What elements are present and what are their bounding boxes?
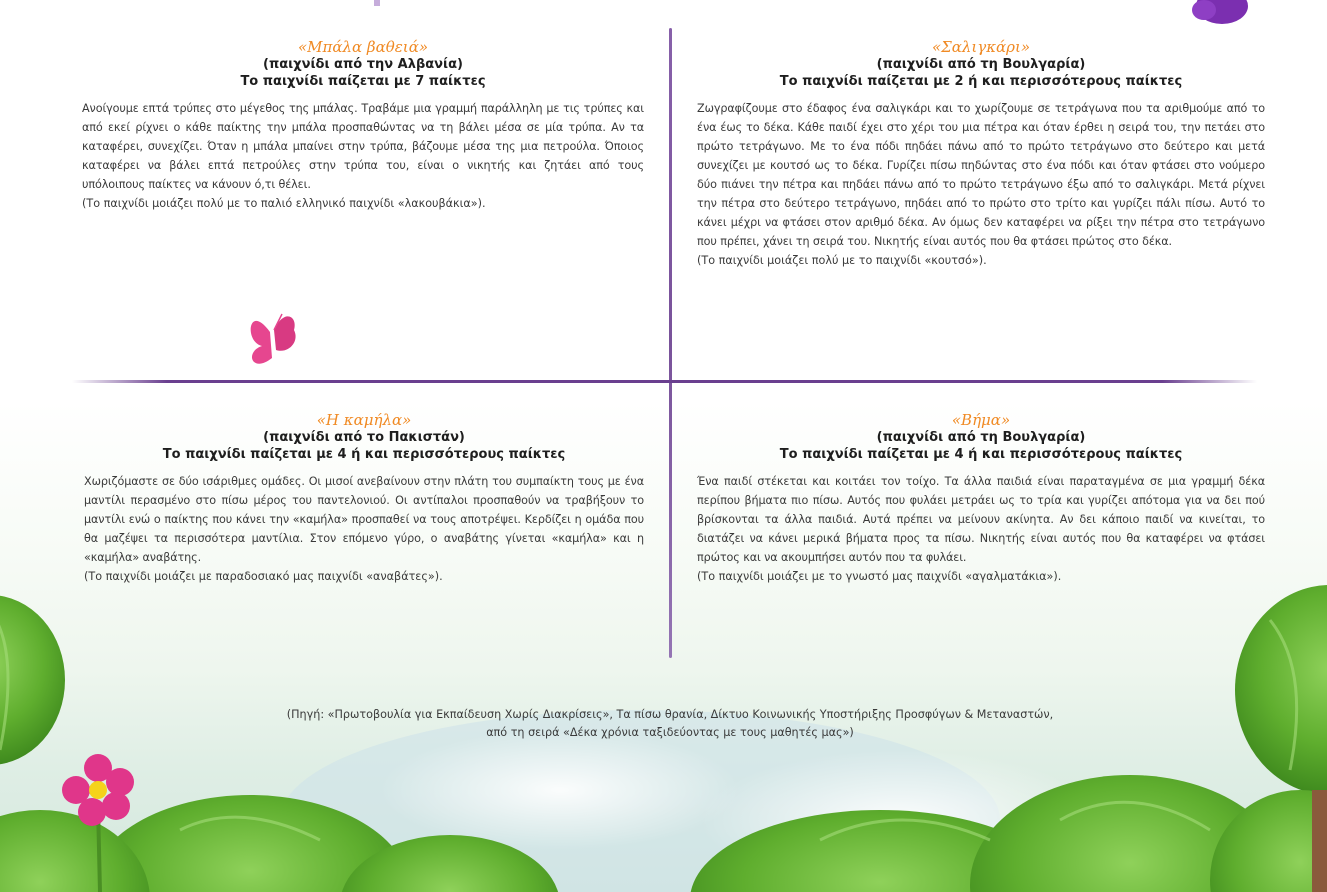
- game-title: «Σαλιγκάρι»: [931, 38, 1031, 56]
- game-note: (Το παιχνίδι μοιάζει με το γνωστό μας παιχνίδι «αγαλματάκια»).: [697, 570, 1062, 583]
- game-title: «Μπάλα βαθειά»: [298, 38, 428, 56]
- source-line-1: (Πηγή: «Πρωτοβουλία για Εκπαίδευση Χωρίς Διακρίσεις», Τα πίσω θρανία, Δίκτυο Κοινωνικής Υποστήριξης Προσφύγων & Μεταναστών,: [286, 708, 1054, 721]
- game-note: (Το παιχνίδι μοιάζει πολύ με το παλιό ελληνικό παιχνίδι «λακουβάκια»).: [82, 197, 486, 210]
- game-origin: (παιχνίδι από το Πακιστάν): [263, 430, 465, 445]
- game-origin: (παιχνίδι από την Αλβανία): [263, 57, 463, 72]
- purple-flower-corner: [1192, 0, 1248, 24]
- butterfly-icon: [251, 314, 296, 364]
- game-title: «Η καμήλα»: [316, 411, 412, 429]
- game-card-snail: [697, 38, 1265, 270]
- game-note: (Το παιχνίδι μοιάζει πολύ με το παιχνίδι «κουτσό»).: [697, 254, 987, 267]
- source-line-2: από τη σειρά «Δέκα χρόνια ταξιδεύοντας με τους μαθητές μας»): [486, 726, 854, 739]
- game-players: Το παιχνίδι παίζεται με 2 ή και περισσότερους παίκτες: [779, 74, 1183, 89]
- game-origin: (παιχνίδι από τη Βουλγαρία): [876, 57, 1086, 72]
- game-note: (Το παιχνίδι μοιάζει με παραδοσιακό μας παιχνίδι «αναβάτες»).: [84, 570, 443, 583]
- game-players: Το παιχνίδι παίζεται με 4 ή και περισσότερους παίκτες: [162, 447, 566, 462]
- game-description: Ζωγραφίζουμε στο έδαφος ένα σαλιγκάρι και το χωρίζουμε σε τετράγωνα που τα αριθμούμε από το ένα έως το δέκα. Κάθε παιδί έχει στο χέρι του μια πέτρα και όταν έρθει η σειρά του, την πετάει στο πρώτο τετράγωνο. Με το ένα πόδι πηδάει πάνω από το πρώτο τετράγωνο στο δεύτερο και μετά συνεχίζει με κουτσό ως το δέκα. Γυρίζει πίσω πηδώντας στο ένα πόδι και όταν φτάσει στο νούμερο δύο πιάνει την πέτρα και πηδάει πάνω από το πρώτο τετράγωνο έξω από το σαλιγκάρι. Μετά ρίχνει την πέτρα στο δεύτερο τετράγωνο, πηδάει από το πρώτο στο τρίτο και γυρίζει πάλι πίσω. Αυτό το κάνει μέχρι να φτάσει στον αριθμό δέκα. Αν όμως δεν καταφέρει να ρίξει την πέτρα στο τετράγωνο που πρέπει, χάνει τη σειρά του. Νικητής είναι αυτός που θα φτάσει πρώτος στο δέκα.: [697, 102, 1265, 248]
- game-description: Ένα παιδί στέκεται και κοιτάει τον τοίχο. Τα άλλα παιδιά είναι παραταγμένα σε μια γραμμή δέκα περίπου βήματα πιο πίσω. Αυτός που φυλάει μετράει ως το τρία και γυρίζει απότομα για να δει πού βρίσκονται τα άλλα παιδιά. Αυτά πρέπει να μείνουν ακίνητα. Αν δει κάποιο παιδί να κινείται, το διατάζει να κάνει μερικά βήματα προς τα πίσω. Νικητής είναι αυτός που θα καταφέρει να φτάσει πρώτος και να ακουμπήσει αυτόν που τα φυλάει.: [697, 475, 1265, 564]
- game-players: Το παιχνίδι παίζεται με 7 παίκτες: [240, 74, 486, 89]
- game-description: Ανοίγουμε επτά τρύπες στο μέγεθος της μπάλας. Τραβάμε μια γραμμή παράλληλη με τις τρύπες και από εκεί ρίχνει ο κάθε παίκτης την μπάλα προσπαθώντας να τη βάλει μέσα σε μία τρύπα. Αν τα καταφέρει, συνεχίζει. Όταν η μπάλα μπαίνει στην τρύπα, βάζουμε μέσα της μια πετρούλα. Όποιος καταφέρει να βάλει επτά πετρούλες στην τρύπα του, είναι ο νικητής και ζητάει από τους υπόλοιπους παίκτες να κάνουν ό,τι θέλει.: [82, 102, 644, 191]
- source-citation: [130, 706, 1210, 742]
- game-players: Το παιχνίδι παίζεται με 4 ή και περισσότερους παίκτες: [779, 447, 1183, 462]
- game-card-camel: [84, 411, 644, 586]
- horizontal-divider: [72, 380, 1257, 383]
- game-card-step: [697, 411, 1265, 586]
- game-origin: (παιχνίδι από τη Βουλγαρία): [876, 430, 1086, 445]
- game-description: Χωριζόμαστε σε δύο ισάριθμες ομάδες. Οι μισοί ανεβαίνουν στην πλάτη του συμπαίκτη τους με ένα μαντίλι περασμένο στο πίσω μέρος του παντελονιού. Οι αντίπαλοι προσπαθούν να τραβήξουν το μαντίλι ενώ ο παίκτης που κάνει την «καμήλα» προσπαθεί να τους αποτρέψει. Κερδίζει η ομάδα που θα μαζέψει τα περισσότερα μαντίλια. Στον επόμενο γύρο, ο αναβάτης γίνεται «καμήλα» και η «καμήλα» αναβάτης.: [84, 475, 644, 564]
- game-card-deep-ball: [82, 38, 644, 213]
- game-title: «Βήμα»: [951, 411, 1011, 429]
- vertical-divider: [669, 28, 672, 658]
